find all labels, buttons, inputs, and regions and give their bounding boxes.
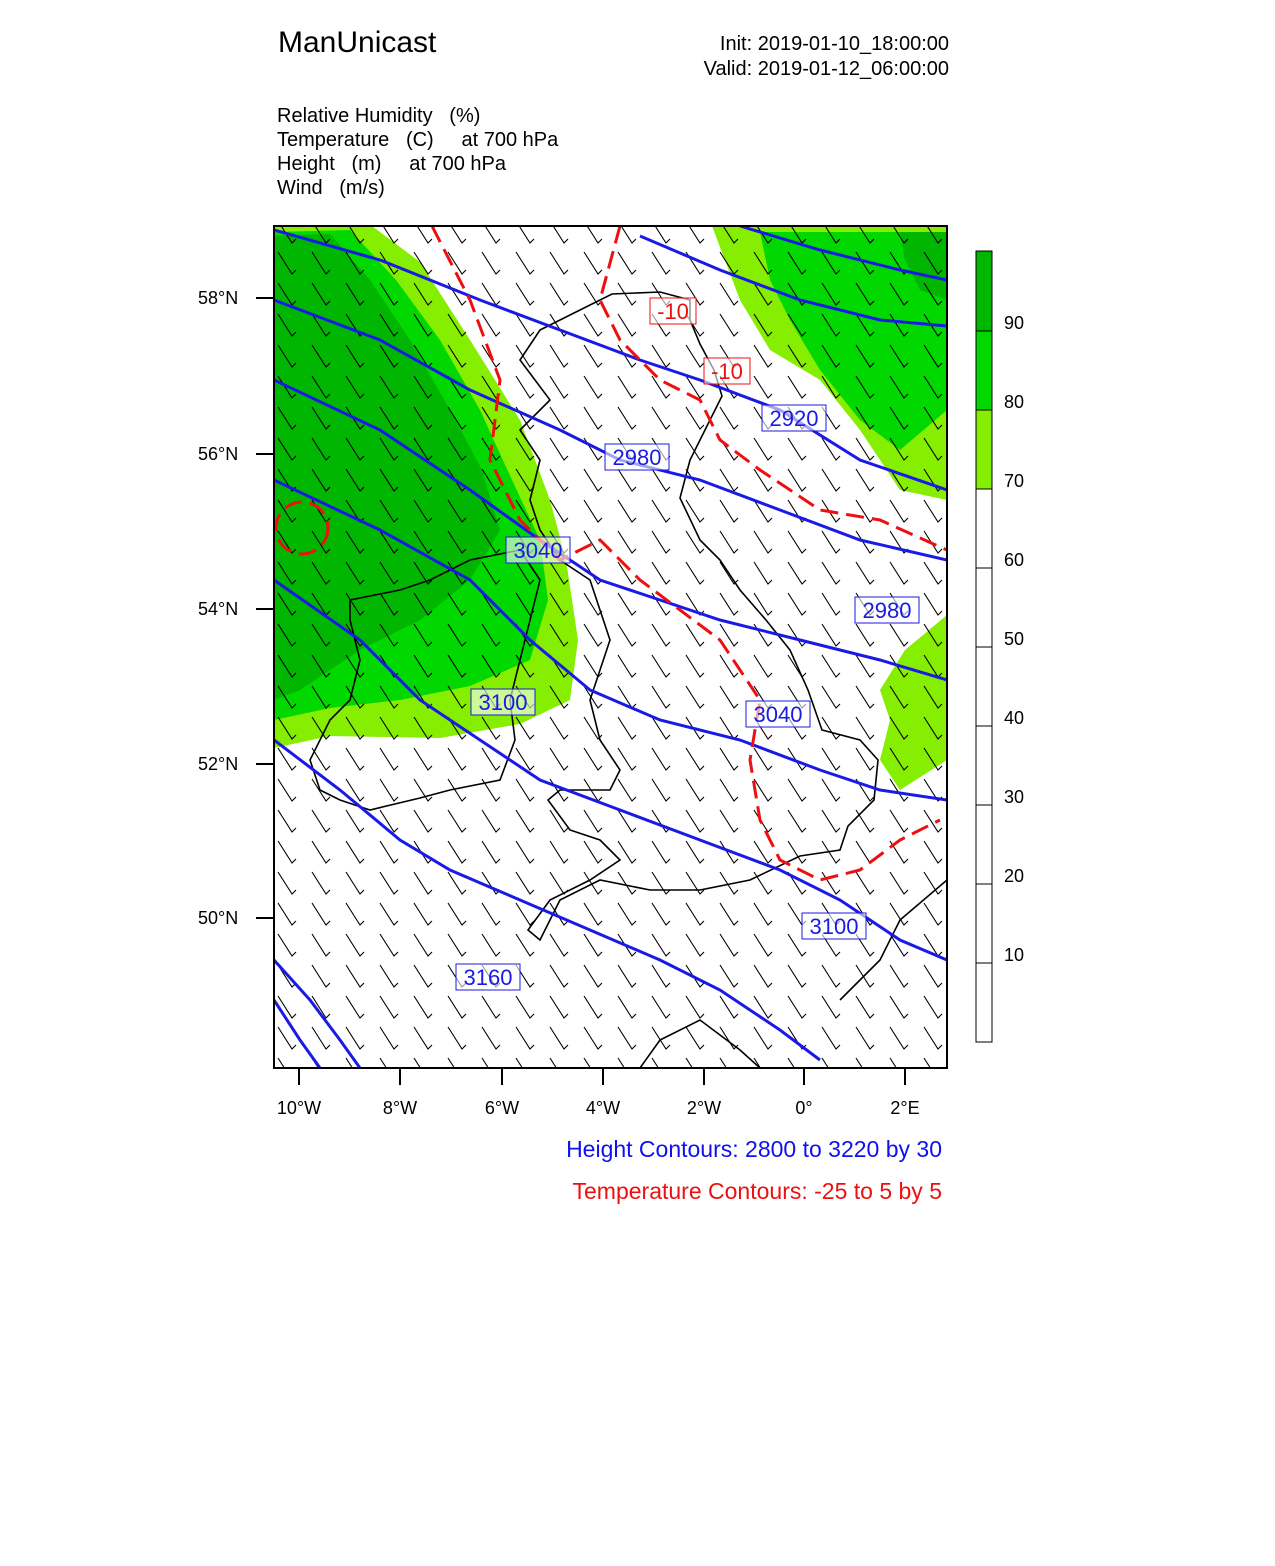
colorbar-label: 20 xyxy=(1004,866,1025,886)
height-label: 3100 xyxy=(478,690,528,715)
field-unit: (m) xyxy=(351,153,382,175)
height-label: 3160 xyxy=(463,965,513,990)
field-name: Height xyxy=(277,153,335,175)
lon-ticks xyxy=(299,1068,905,1085)
colorbar-bin-80-90 xyxy=(976,331,992,410)
field-unit: (C) xyxy=(405,129,434,151)
lat-label: 56°N xyxy=(198,444,239,464)
lat-label: 50°N xyxy=(198,908,239,928)
colorbar-bin-0-10 xyxy=(976,963,992,1042)
colorbar-bin-20-30 xyxy=(976,805,992,884)
height-contour-note: Height Contours: 2800 to 3220 by 30 xyxy=(566,1136,942,1162)
init-time: Init: 2019-01-10_18:00:00 xyxy=(719,33,949,55)
lat-label: 58°N xyxy=(198,288,239,308)
lat-label: 52°N xyxy=(198,754,239,774)
colorbar-bin-70-80 xyxy=(976,410,992,489)
lat-label: 54°N xyxy=(198,599,239,619)
field-level: at 700 hPa xyxy=(409,153,507,175)
height-label: 2920 xyxy=(769,406,819,431)
colorbar-bin-60-70 xyxy=(976,489,992,568)
lon-label: 2°E xyxy=(890,1098,920,1118)
lat-ticks xyxy=(256,298,274,918)
colorbar xyxy=(976,251,992,1042)
height-label: 3040 xyxy=(513,538,563,563)
field-name: Temperature xyxy=(277,129,390,151)
lon-label: 6°W xyxy=(484,1098,520,1118)
colorbar-bin-30-40 xyxy=(976,726,992,805)
colorbar-label: 10 xyxy=(1004,945,1025,965)
field-name: Relative Humidity xyxy=(277,105,433,127)
field-level: at 700 hPa xyxy=(461,129,559,151)
temperature-contour-note: Temperature Contours: -25 to 5 by 5 xyxy=(572,1178,942,1204)
colorbar-label: 70 xyxy=(1004,471,1025,491)
field-name: Wind xyxy=(277,177,323,199)
colorbar-bin-90-100 xyxy=(976,251,992,331)
colorbar-bin-10-20 xyxy=(976,884,992,963)
lon-label: 4°W xyxy=(585,1098,621,1118)
height-label: 3040 xyxy=(753,702,803,727)
temperature-label: -10 xyxy=(711,359,743,384)
product-title: ManUnicast xyxy=(278,26,437,59)
field-unit: (%) xyxy=(449,105,481,127)
lon-label: 10°W xyxy=(276,1098,322,1118)
lon-label: 8°W xyxy=(382,1098,418,1118)
temperature-label: -10 xyxy=(657,299,689,324)
colorbar-bin-50-60 xyxy=(976,568,992,647)
height-label: 3100 xyxy=(809,914,859,939)
lon-label: 0° xyxy=(795,1098,813,1118)
field-unit: (m/s) xyxy=(339,177,385,199)
height-label: 2980 xyxy=(612,445,662,470)
wind-barbs xyxy=(274,226,947,1068)
map-area xyxy=(274,226,947,1068)
valid-time: Valid: 2019-01-12_06:00:00 xyxy=(703,58,949,80)
colorbar-label: 50 xyxy=(1004,629,1025,649)
colorbar-label: 30 xyxy=(1004,787,1025,807)
colorbar-label: 40 xyxy=(1004,708,1025,728)
colorbar-label: 80 xyxy=(1004,392,1025,412)
colorbar-bin-40-50 xyxy=(976,647,992,726)
height-label: 2980 xyxy=(862,598,912,623)
lon-label: 2°W xyxy=(686,1098,722,1118)
colorbar-label: 60 xyxy=(1004,550,1025,570)
colorbar-label: 90 xyxy=(1004,313,1025,333)
